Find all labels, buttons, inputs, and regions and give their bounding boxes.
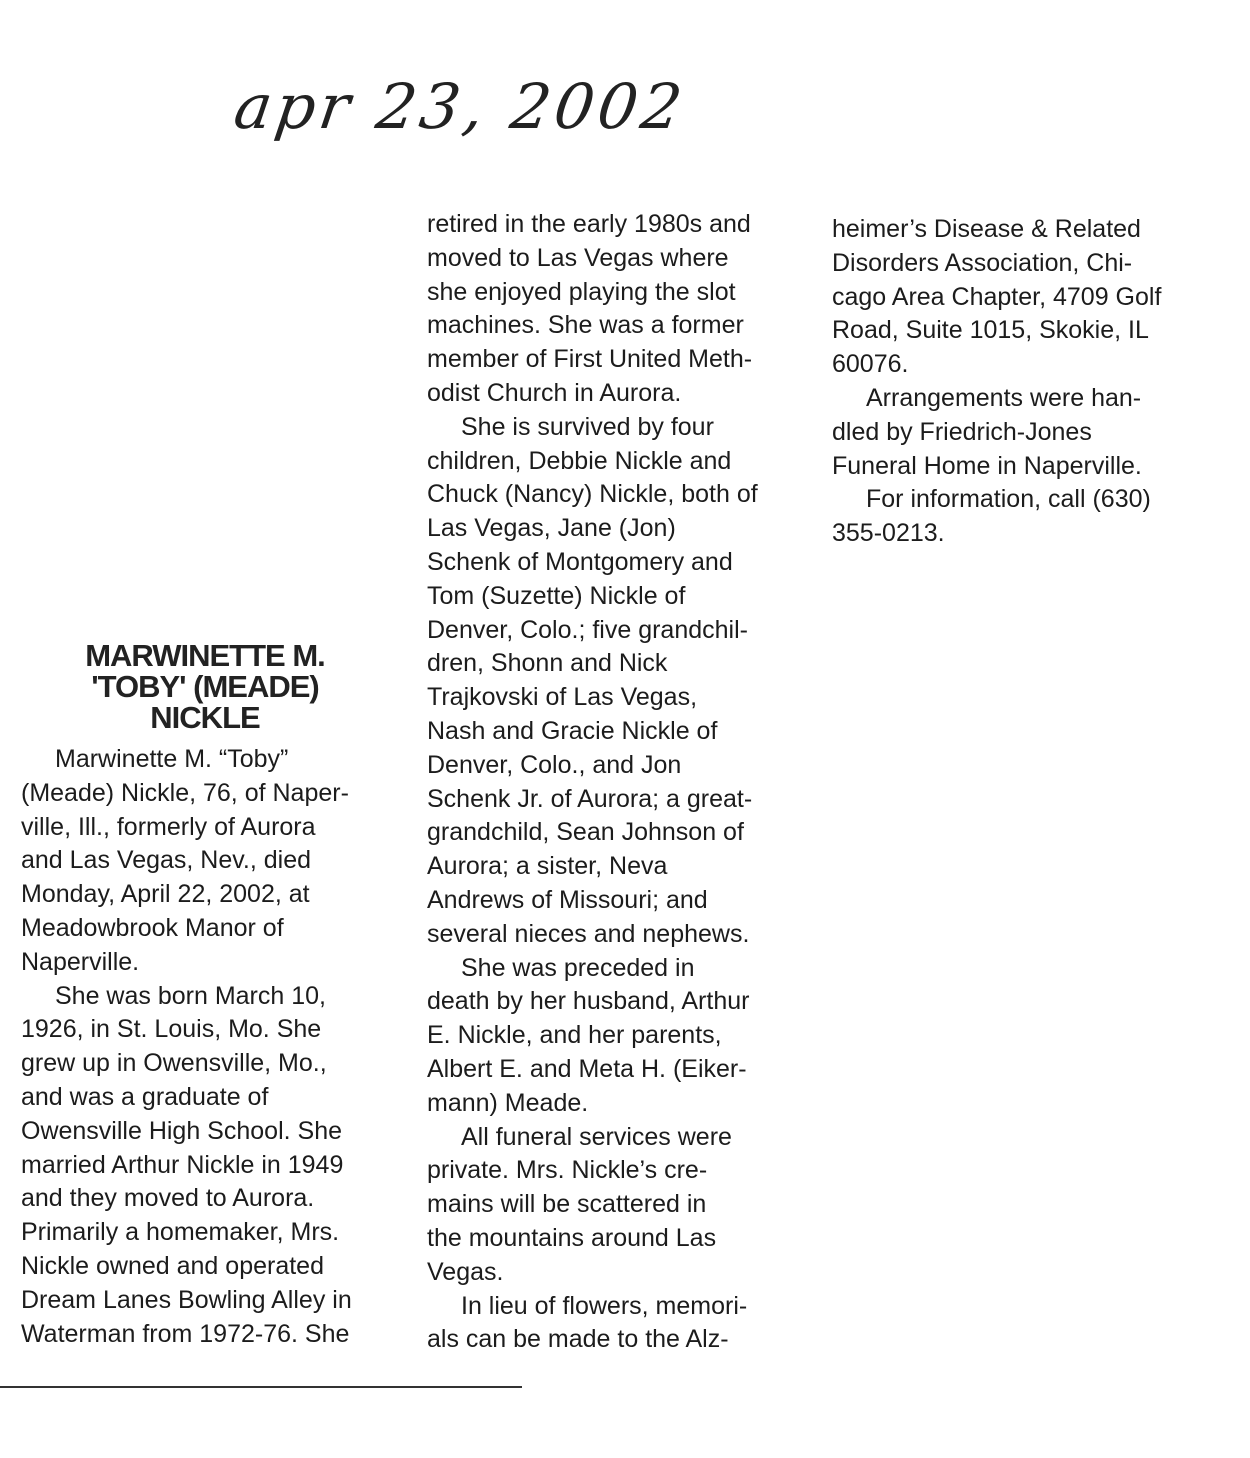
text-line: Schenk of Montgomery and xyxy=(427,547,733,576)
text-line: E. Nickle, and her parents, xyxy=(427,1021,722,1050)
bottom-rule xyxy=(0,1386,522,1388)
text-line: Monday, April 22, 2002, at xyxy=(21,880,310,909)
text-line: Denver, Colo.; five grandchil- xyxy=(427,615,748,644)
text-line: grandchild, Sean Johnson of xyxy=(427,818,744,847)
text-line: she enjoyed playing the slot xyxy=(427,277,736,306)
text-line: several nieces and nephews. xyxy=(427,919,750,948)
text-line: Disorders Association, Chi- xyxy=(832,248,1133,277)
text-line: private. Mrs. Nickle’s cre- xyxy=(427,1156,708,1185)
text-line: and Las Vegas, Nev., died xyxy=(21,846,312,875)
text-line: Vegas. xyxy=(427,1257,504,1286)
text-line: Marwinette M. “Toby” xyxy=(55,745,289,773)
text-line: member of First United Meth- xyxy=(427,345,753,374)
heading-line: NICKLE xyxy=(150,700,260,735)
text-line: ville, Ill., formerly of Aurora xyxy=(21,812,316,841)
text-line: Dream Lanes Bowling Alley in xyxy=(21,1285,352,1314)
paragraph xyxy=(832,382,1161,483)
text-line: dled by Friedrich-Jones xyxy=(832,417,1092,446)
paragraph xyxy=(427,208,758,411)
text-line: Tom (Suzette) Nickle of xyxy=(427,581,686,610)
text-line: moved to Las Vegas where xyxy=(427,243,729,272)
paragraph xyxy=(21,743,352,980)
text-line: married Arthur Nickle in 1949 xyxy=(21,1150,344,1179)
text-line: children, Debbie Nickle and xyxy=(427,446,732,475)
text-line: In lieu of flowers, memori- xyxy=(461,1291,748,1320)
column-2 xyxy=(427,208,758,1357)
text-line: mains will be scattered in xyxy=(427,1190,707,1219)
text-line: heimer’s Disease & Related xyxy=(832,215,1141,243)
text-line: the mountains around Las xyxy=(427,1223,717,1252)
paragraph xyxy=(21,980,352,1352)
heading-line: 'TOBY' (MEADE) xyxy=(91,669,319,704)
text-line: Nash and Gracie Nickle of xyxy=(427,716,718,745)
text-line: mann) Meade. xyxy=(427,1088,589,1117)
paragraph xyxy=(427,411,758,952)
text-line: Road, Suite 1015, Skokie, IL xyxy=(832,316,1149,345)
paragraph xyxy=(427,1121,758,1290)
text-line: Denver, Colo., and Jon xyxy=(427,750,682,779)
text-line: She is survived by four xyxy=(461,412,714,441)
text-line: 60076. xyxy=(832,350,909,379)
text-line: She was born March 10, xyxy=(55,981,326,1010)
text-line: odist Church in Aurora. xyxy=(427,378,682,407)
paragraph xyxy=(427,952,758,1121)
text-line: For information, call (630) xyxy=(866,485,1151,514)
text-line: Funeral Home in Naperville. xyxy=(832,451,1142,480)
column-3 xyxy=(832,213,1161,551)
text-line: machines. She was a former xyxy=(427,311,744,340)
text-line: Arrangements were han- xyxy=(866,383,1142,412)
paragraph xyxy=(427,1290,758,1358)
text-line: death by her husband, Arthur xyxy=(427,987,750,1016)
text-line: Las Vegas, Jane (Jon) xyxy=(427,514,676,543)
text-line: Trajkovski of Las Vegas, xyxy=(427,683,698,712)
text-line: Waterman from 1972-76. She xyxy=(21,1319,350,1348)
text-line: Chuck (Nancy) Nickle, both of xyxy=(427,480,758,509)
text-line: Naperville. xyxy=(21,947,140,976)
text-line: 1926, in St. Louis, Mo. She xyxy=(21,1015,322,1044)
handwritten-date: apr 23, 2002 xyxy=(229,70,691,143)
paragraph xyxy=(832,213,1161,382)
text-line: cago Area Chapter, 4709 Golf xyxy=(832,282,1162,311)
column-1 xyxy=(21,743,352,1351)
text-line: All funeral services were xyxy=(461,1122,732,1151)
text-line: and was a graduate of xyxy=(21,1082,269,1111)
text-line: dren, Shonn and Nick xyxy=(427,649,668,678)
text-line: Meadowbrook Manor of xyxy=(21,913,284,942)
text-line: 355-0213. xyxy=(832,519,945,548)
paragraph xyxy=(832,483,1161,551)
text-line: Aurora; a sister, Neva xyxy=(427,852,668,881)
text-line: Primarily a homemaker, Mrs. xyxy=(21,1218,340,1247)
text-line: als can be made to the Alz- xyxy=(427,1325,729,1354)
text-line: retired in the early 1980s and xyxy=(427,210,751,238)
text-line: Nickle owned and operated xyxy=(21,1251,324,1280)
text-line: (Meade) Nickle, 76, of Naper- xyxy=(21,778,349,807)
text-line: Schenk Jr. of Aurora; a great- xyxy=(427,784,753,813)
text-line: and they moved to Aurora. xyxy=(21,1184,315,1213)
text-line: She was preceded in xyxy=(461,953,695,982)
text-line: Owensville High School. She xyxy=(21,1116,342,1145)
obituary-heading xyxy=(20,640,390,733)
text-line: Andrews of Missouri; and xyxy=(427,885,708,914)
text-line: Albert E. and Meta H. (Eiker- xyxy=(427,1054,747,1083)
text-line: grew up in Owensville, Mo., xyxy=(21,1049,327,1078)
heading-line: MARWINETTE M. xyxy=(85,638,325,673)
